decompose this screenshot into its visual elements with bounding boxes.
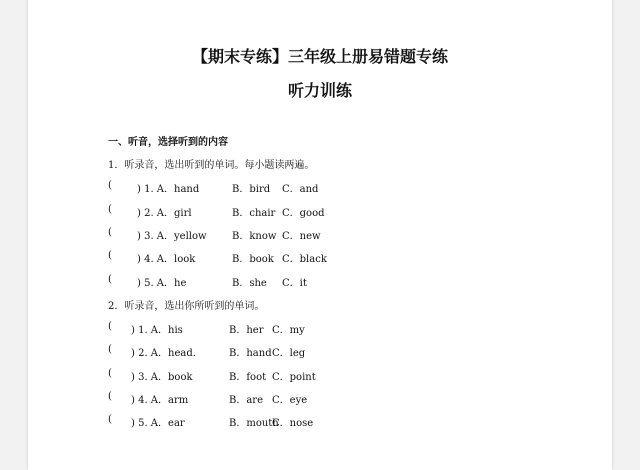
page-subtitle: 听力训练 — [287, 81, 352, 100]
question-option-b: B．foot — [229, 372, 267, 383]
question-option-b: B．mouth — [229, 418, 279, 429]
question-option-b: B．know — [232, 231, 277, 242]
question-option-b: B．book — [232, 254, 274, 265]
question-option-c: C．new — [282, 231, 321, 242]
question-option-a: ) 5. A．he — [137, 278, 187, 289]
question-option-a: ) 4. A．look — [137, 254, 196, 265]
page-title: 【期末专练】三年级上册易错题专练 — [191, 47, 448, 66]
question-option-c: C．my — [272, 325, 305, 336]
question-option-a: ) 4. A．arm — [131, 395, 189, 406]
question-option-b: B．bird — [232, 184, 271, 195]
question-option-b: B．hand — [229, 348, 272, 359]
answer-paren-open: ( — [108, 180, 112, 191]
question-option-c: C．good — [282, 208, 325, 219]
question-option-a: ) 3. A．yellow — [137, 231, 207, 242]
answer-paren-open: ( — [108, 368, 112, 379]
question-option-a: ) 2. A．girl — [137, 208, 192, 219]
question-option-c: C．black — [282, 254, 327, 265]
question-option-c: C．nose — [272, 418, 314, 429]
question-option-c: C．point — [272, 372, 316, 383]
document-page — [28, 0, 612, 470]
question-option-a: ) 5. A．ear — [131, 418, 185, 429]
answer-paren-open: ( — [108, 204, 112, 215]
part2-instruction: 2．听录音，选出你所听到的单词。 — [108, 301, 265, 312]
answer-paren-open: ( — [108, 391, 112, 402]
question-option-b: B．are — [229, 395, 264, 406]
answer-paren-open: ( — [108, 344, 112, 355]
answer-paren-open: ( — [108, 414, 112, 425]
part1-instruction: 1．听录音，选出听到的单词。每小题读两遍。 — [108, 160, 315, 171]
question-option-a: ) 1. A．his — [131, 325, 183, 336]
question-option-a: ) 2. A．head. — [131, 348, 196, 359]
section-heading: 一、听音，选择听到的内容 — [108, 137, 228, 148]
question-option-b: B．her — [229, 325, 264, 336]
question-option-b: B．she — [232, 278, 267, 289]
question-option-a: ) 1. A．hand — [137, 184, 200, 195]
question-option-c: C．it — [282, 278, 307, 289]
question-option-a: ) 3. A．book — [131, 372, 193, 383]
answer-paren-open: ( — [108, 227, 112, 238]
answer-paren-open: ( — [108, 274, 112, 285]
answer-paren-open: ( — [108, 250, 112, 261]
question-option-b: B．chair — [232, 208, 276, 219]
question-option-c: C．eye — [272, 395, 308, 406]
question-option-c: C．leg — [272, 348, 306, 359]
question-option-c: C．and — [282, 184, 319, 195]
answer-paren-open: ( — [108, 321, 112, 332]
